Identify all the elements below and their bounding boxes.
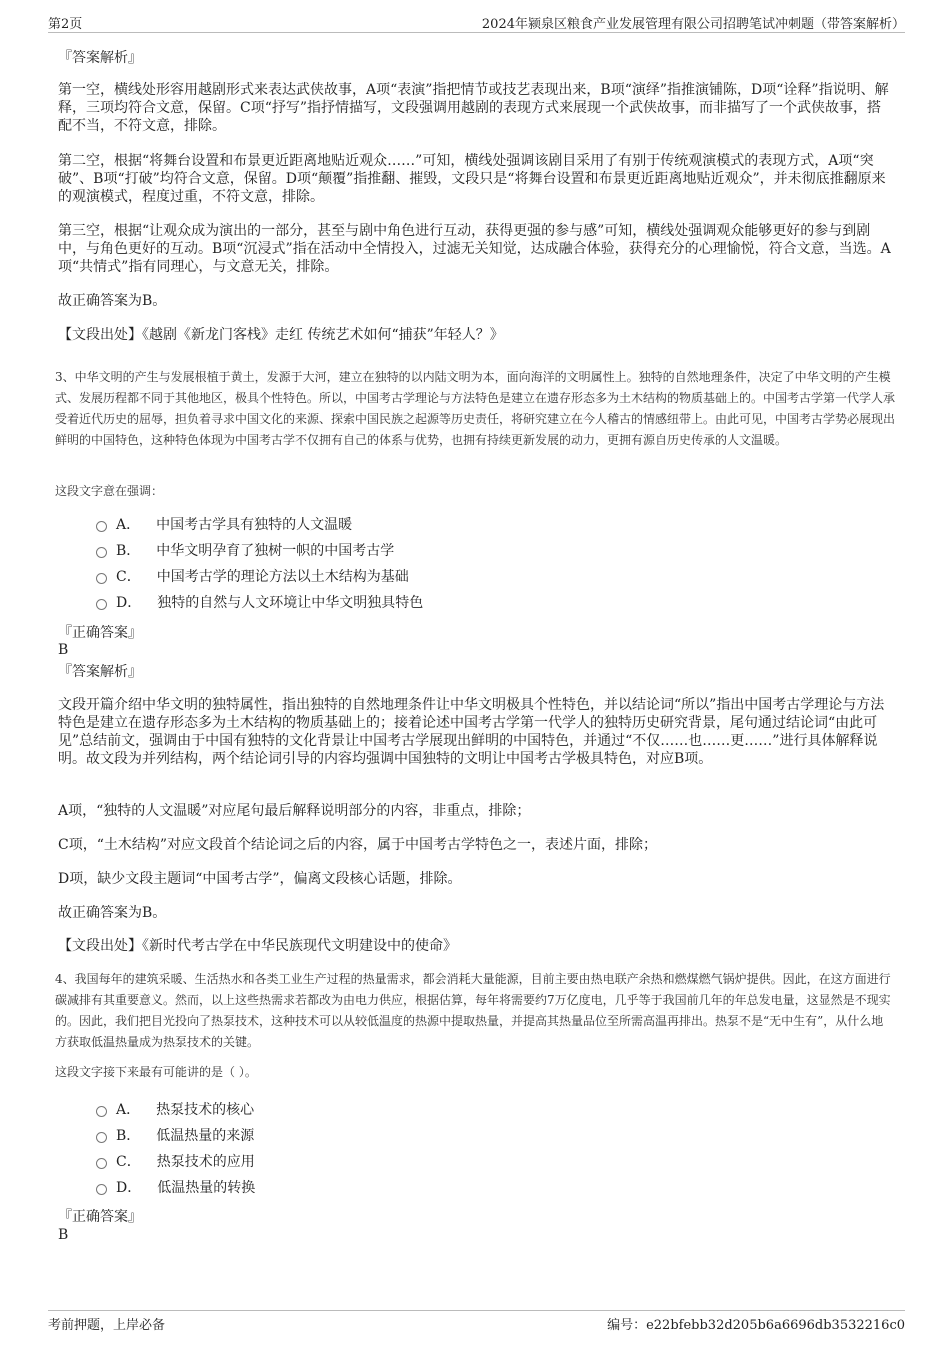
q3-option-b[interactable]: B． 中华文明孕育了独树一帜的中国考古学 (96, 542, 394, 560)
q4-stem: 4、我国每年的建筑采暖、生活热水和各类工业生产过程的热量需求，都会消耗大量能源，目前主要由热电联产余热和燃煤燃气锅炉提供。因此，在这方面进行碳减排有其重要意义。然而，以上这些热需求若都改为由电力供应，根据估算，每年将需要约7万亿度电，几乎等于我国前几年的年总发电量，这显然是不现实的。因此，我们把目光投向了热泵技术，这种技术可以从较低温度的热源中提取热量，并提高其热量品位至所需高温再排出。热泵不是“无中生有”，从什么地方获取低温热量成为热泵技术的关键。 (55, 972, 891, 1049)
q3-option-a[interactable]: A． 中国考古学具有独特的人文温暖 (96, 516, 352, 534)
q3-source: 【文段出处】《新时代考古学在中华民族现代文明建设中的使命》 (58, 938, 457, 954)
footer-slogan: 考前押题，上岸必备 (48, 1318, 166, 1333)
option-text: 中国考古学具有独特的人文温暖 (156, 517, 353, 533)
q2-conclusion: 故正确答案为B。 (58, 293, 167, 309)
q2-analysis-para-3: 第三空，根据“让观众成为演出的一部分，甚至与剧中角色进行互动，获得更强的参与感”可知，横线处强调观众能够更好的参与到剧中，与角色更好的互动。B项“沉浸式”指在活动中全情投入，过滤无关知觉，达成融合体验，获得充分的心理愉悦，符合文意，当选。A项“共情式”指有同理心，与文意无关，排除。 (58, 223, 891, 275)
radio-icon[interactable] (96, 521, 107, 532)
page-footer (48, 1310, 905, 1331)
option-text: 热泵技术的应用 (156, 1154, 255, 1170)
q3-answer-tag: 『正确答案』 (58, 625, 142, 641)
q3-conclusion: 故正确答案为B。 (58, 905, 167, 921)
option-text: 热泵技术的核心 (156, 1102, 255, 1118)
option-text: 低温热量的来源 (156, 1128, 255, 1144)
q4-option-d[interactable]: D． 低温热量的转换 (96, 1179, 255, 1197)
q3-prompt: 这段文字意在强调： (55, 484, 164, 498)
q2-analysis-tag: 『答案解析』 (58, 50, 142, 66)
radio-icon[interactable] (96, 1106, 107, 1117)
q2-source: 【文段出处】《越剧《新龙门客栈》走红 传统艺术如何“捕获”年轻人？》 (58, 327, 504, 343)
q4-prompt: 这段文字接下来最有可能讲的是（ ）。 (55, 1065, 257, 1079)
q2-analysis-para-1: 第一空，横线处形容用越剧形式来表达武侠故事，A项“表演”指把情节或技艺表现出来，B项“演绎”指推演铺陈，D项“诠释”指说明、解释，三项均符合文意，保留。C项“抒写”指抒情描写，文段强调用越剧的表现方式来展现一个武侠故事，而非描写了一个武侠故事，搭配不当，不符文意，排除。 (58, 82, 889, 134)
radio-icon[interactable] (96, 1132, 107, 1143)
q3-note-c: C项，“土木结构”对应文段首个结论词之后的内容，属于中国考古学特色之一，表述片面，排除； (58, 837, 658, 853)
document-title: 2024年颍泉区粮食产业发展管理有限公司招聘笔试冲刺题（带答案解析） (481, 17, 905, 32)
q4-option-c[interactable]: C． 热泵技术的应用 (96, 1153, 255, 1171)
document-id: 编号：e22bfebb32d205b6a6696db3532216c0 (607, 1318, 905, 1333)
q4-answer: B (58, 1227, 69, 1243)
q3-option-c[interactable]: C． 中国考古学的理论方法以土木结构为基础 (96, 568, 409, 586)
radio-icon[interactable] (96, 1158, 107, 1169)
q4-answer-tag: 『正确答案』 (58, 1209, 142, 1225)
q3-answer: B (58, 642, 69, 658)
page-header (48, 12, 905, 33)
q3-note-a: A项，“独特的人文温暖”对应尾句最后解释说明部分的内容，非重点，排除； (58, 803, 531, 819)
q3-note-d: D项，缺少文段主题词“中国考古学”，偏离文段核心话题，排除。 (58, 871, 462, 887)
radio-icon[interactable] (96, 599, 107, 610)
option-text: 独特的自然与人文环境让中华文明独具特色 (157, 595, 424, 611)
page-number: 第2页 (48, 17, 83, 32)
option-text: 中国考古学的理论方法以土木结构为基础 (156, 569, 409, 585)
radio-icon[interactable] (96, 547, 107, 558)
radio-icon[interactable] (96, 573, 107, 584)
q3-analysis: 文段开篇介绍中华文明的独特属性，指出独特的自然地理条件让中华文明极具个性特色，并以结论词“所以”指出中国考古学理论与方法特色是建立在遗存形态多为土木结构的物质基础上的；接着论述中国考古学第一代学人的独特历史研究背景，尾句通过结论词“由此可见”总结前文，强调由于中国有独特的文化背景让中国考古学展现出鲜明的中国特色，并通过“不仅……也……更……”进行具体解释说明。故文段为并列结构，两个结论词引导的内容均强调中国独特的文明让中国考古学极具特色，对应B项。 (58, 697, 885, 767)
q3-option-d[interactable]: D． 独特的自然与人文环境让中华文明独具特色 (96, 594, 423, 612)
option-text: 低温热量的转换 (157, 1180, 256, 1196)
q4-option-a[interactable]: A． 热泵技术的核心 (96, 1101, 254, 1119)
q2-analysis-para-2: 第二空，根据“将舞台设置和布景更近距离地贴近观众……”可知，横线处强调该剧目采用了有别于传统观演模式的表现方式，A项“突破”、B项“打破”均符合文意，保留。D项“颠覆”指推翻、摧毁，文段只是“将舞台设置和布景更近距离地贴近观众”，并未彻底推翻原来的观演模式，程度过重，不符文意，排除。 (58, 153, 886, 205)
q3-analysis-tag: 『答案解析』 (58, 664, 142, 680)
option-text: 中华文明孕育了独树一帜的中国考古学 (156, 543, 395, 559)
radio-icon[interactable] (96, 1184, 107, 1195)
q4-option-b[interactable]: B． 低温热量的来源 (96, 1127, 254, 1145)
q3-stem: 3、中华文明的产生与发展根植于黄土，发源于大河，建立在独特的以内陆文明为本，面向海洋的文明属性上。独特的自然地理条件，决定了中华文明的产生模式、发展历程都不同于其他地区，极具个性特色。所以，中国考古学理论与方法特色是建立在遗存形态多为土木结构的物质基础上的。中国考古学第一代学人承受着近代历史的屈辱，担负着寻求中国文化的来源、探索中国民族之起源等历史责任，将研究建立在今人稽古的情感纽带上。由此可见，中国考古学势必展现出鲜明的中国特色，这种特色体现为中国考古学不仅拥有自己的体系与优势，也拥有持续更新发展的动力，更拥有源自历史传承的人文温暖。 (55, 370, 896, 447)
